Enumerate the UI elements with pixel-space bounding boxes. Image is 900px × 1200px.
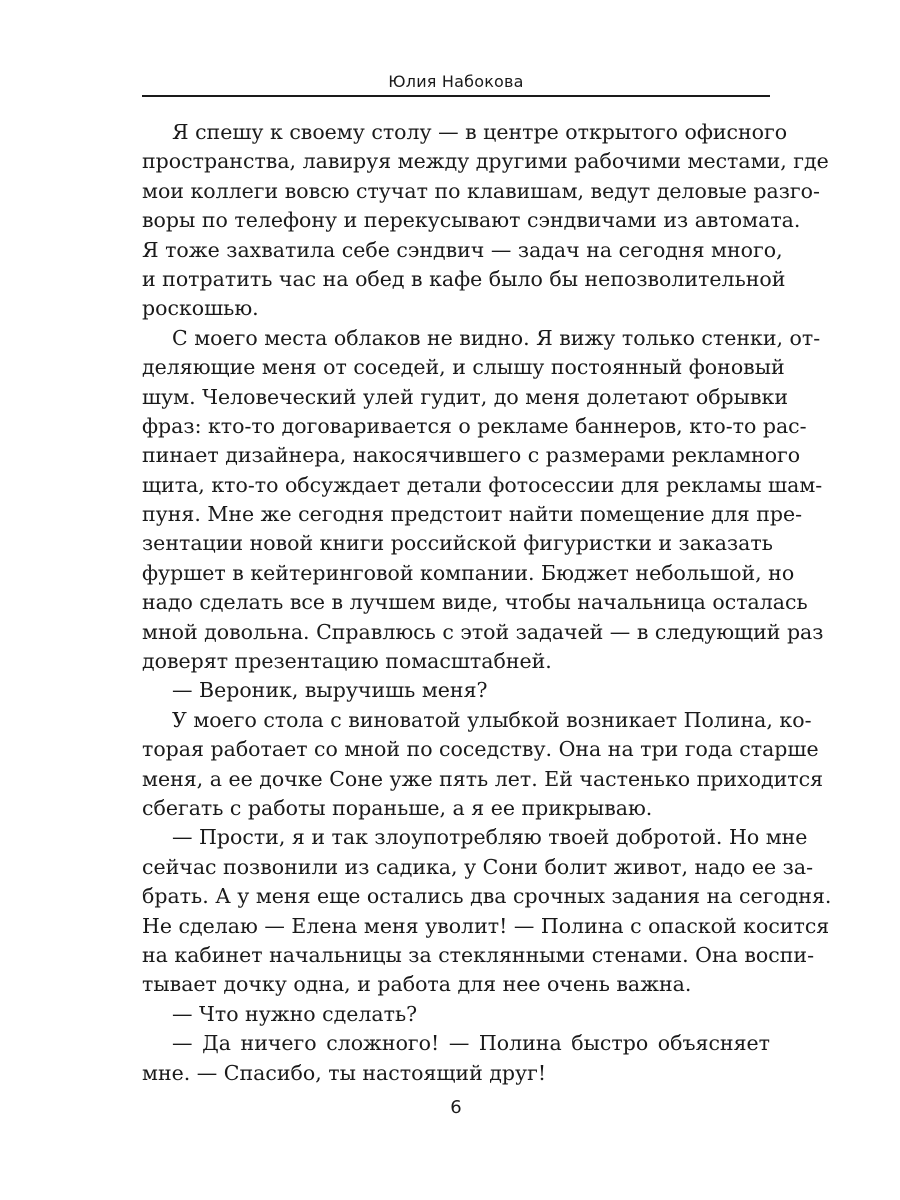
- text-line: сейчас позвонили из садика, у Сони болит живот, надо ее за-: [142, 854, 813, 879]
- header-rule: [142, 95, 770, 97]
- text-line: деляющие меня от соседей, и слышу постоянный фоновый: [142, 355, 785, 380]
- running-header-author: Юлия Набокова: [388, 72, 524, 91]
- text-line: фуршет в кейтеринговой компании. Бюджет небольшой, но: [142, 560, 795, 585]
- text-line: меня, а ее дочке Соне уже пять лет. Ей частенько приходится: [142, 766, 824, 791]
- text-line: пинает дизайнера, накосячившего с размерами рекламного: [142, 443, 801, 468]
- text-line: — Прости, я и так злоупотребляю твоей добротой. Но мне: [172, 825, 808, 850]
- text-line: — Да ничего сложного! — Полина быстро объясняет: [172, 1031, 770, 1056]
- text-line: пространства, лавируя между другими рабочими местами, где: [142, 149, 829, 174]
- text-line: торая работает со мной по соседству. Она на три года старше: [142, 737, 819, 762]
- text-line: зентации новой книги российской фигуристки и заказать: [142, 531, 773, 556]
- text-line: фраз: кто-то договаривается о рекламе баннеров, кто-то рас-: [142, 413, 807, 438]
- text-line: сбегать с работы пораньше, а я ее прикрываю.: [142, 795, 653, 820]
- text-line: пуня. Мне же сегодня предстоит найти помещение для пре-: [142, 502, 803, 527]
- text-line: С моего места облаков не видно. Я вижу только стенки, от-: [172, 325, 821, 350]
- text-line: мне. — Спасибо, ты настоящий друг!: [142, 1060, 547, 1085]
- text-line: Я спешу к своему столу — в центре открытого офисного: [172, 120, 788, 144]
- page-number: 6: [450, 1097, 462, 1118]
- text-line: надо сделать все в лучшем виде, чтобы начальница осталась: [142, 590, 808, 615]
- text-line: мной довольна. Справлюсь с этой задачей — в следующий раз: [142, 619, 824, 644]
- text-line: У моего стола с виноватой улыбкой возникает Полина, ко-: [172, 707, 812, 732]
- text-line: роскошью.: [142, 296, 259, 321]
- text-line: — Что нужно сделать?: [172, 1001, 418, 1026]
- text-line: щита, кто-то обсуждает детали фотосессии для рекламы шам-: [142, 472, 823, 497]
- text-line: Не сделаю — Елена меня уволит! — Полина с опаской косится: [142, 913, 830, 938]
- text-line: Я тоже захватила себе сэндвич — задач на сегодня много,: [142, 237, 783, 262]
- text-line: на кабинет начальницы за стеклянными стенами. Она воспи-: [142, 942, 814, 967]
- text-line: — Вероник, выручишь меня?: [172, 678, 488, 703]
- text-line: доверят презентацию помасштабней.: [142, 649, 552, 674]
- text-line: тывает дочку одна, и работа для нее очень важна.: [142, 972, 692, 997]
- text-line: мои коллеги вовсю стучат по клавишам, ведут деловые разго-: [142, 178, 820, 203]
- text-line: брать. А у меня еще остались два срочных задания на сегодня.: [142, 884, 832, 909]
- page-body-text: [142, 118, 832, 1088]
- text-line: и потратить час на обед в кафе было бы непозволительной: [142, 266, 786, 291]
- text-line: воры по телефону и перекусывают сэндвичами из автомата.: [142, 208, 801, 233]
- text-line: шум. Человеческий улей гудит, до меня долетают обрывки: [142, 384, 788, 409]
